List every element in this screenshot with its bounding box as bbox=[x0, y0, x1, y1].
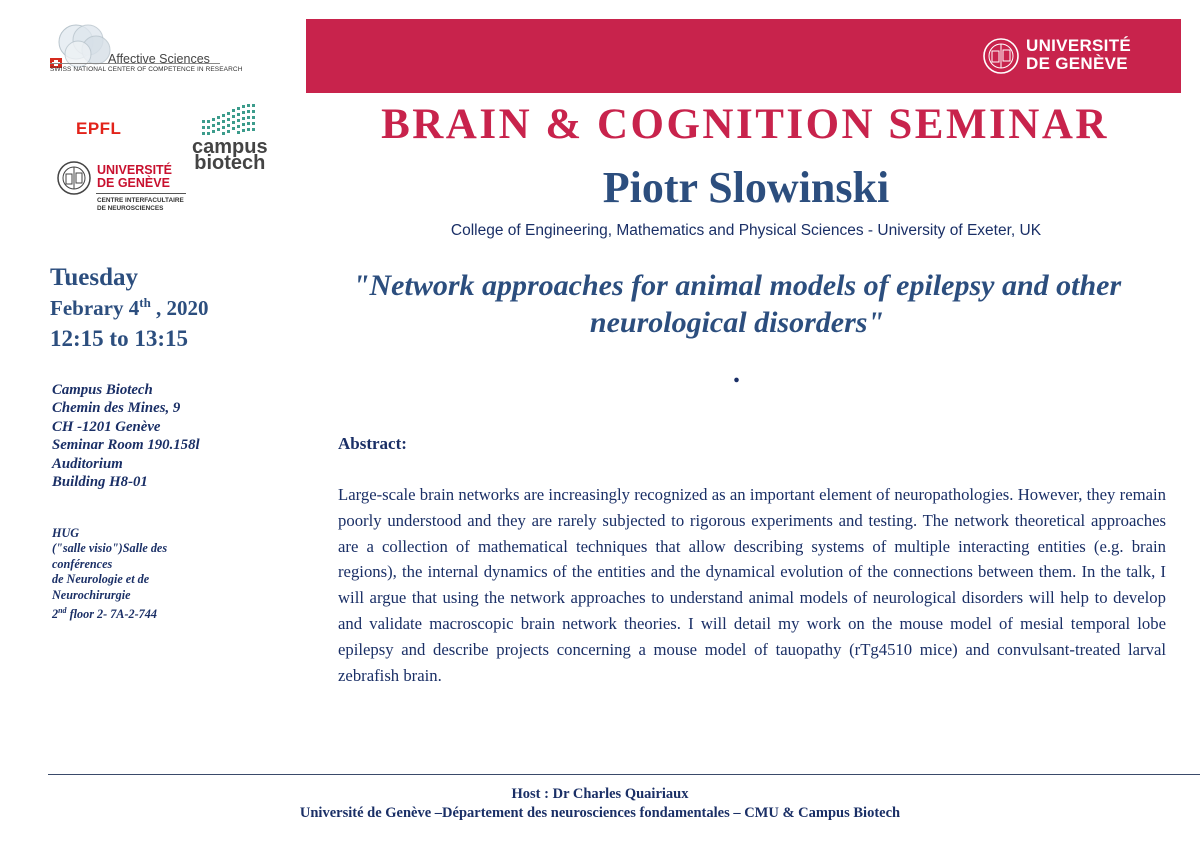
epfl-logo: EPFL bbox=[76, 119, 122, 138]
affective-sciences-name: Affective Sciences bbox=[108, 52, 210, 66]
campus-biotech-line1: campus bbox=[192, 136, 268, 158]
unige-small-name bbox=[97, 164, 172, 190]
unige-banner-name bbox=[1026, 37, 1131, 73]
unige-small-divider bbox=[96, 193, 186, 194]
location-line: Chemin des Mines, 9 bbox=[52, 400, 181, 417]
hug-floor-ordinal: nd bbox=[58, 606, 67, 616]
location-line: Campus Biotech bbox=[52, 382, 153, 398]
unige-small-line1: UNIVERSITÉ bbox=[97, 163, 173, 177]
affective-divider bbox=[50, 63, 220, 64]
unige-seal-small-icon bbox=[56, 160, 92, 201]
hug-line: de Neurologie et de bbox=[52, 572, 150, 587]
hug-floor-rest: floor 2- 7A-2-744 bbox=[66, 607, 157, 622]
seminar-title: BRAIN & COGNITION SEMINAR bbox=[381, 101, 1109, 148]
talk-bullet: . bbox=[733, 358, 740, 389]
affective-sciences-subtitle: SWISS NATIONAL CENTER OF COMPETENCE IN RESEARCH bbox=[50, 66, 243, 73]
abstract-heading: Abstract: bbox=[338, 434, 407, 453]
hug-line: Neurochirurgie bbox=[52, 587, 131, 602]
hug-line: conférences bbox=[52, 556, 113, 571]
seminar-date bbox=[50, 295, 209, 321]
department-line: Université de Genève –Département des neurosciences fondamentales – CMU & Campus Biotech bbox=[299, 805, 901, 821]
hug-floor-line bbox=[52, 603, 217, 622]
speaker-affiliation: College of Engineering, Mathematics and Physical Sciences - University of Exeter, UK bbox=[450, 222, 1042, 239]
unige-banner-line2: DE GENÈVE bbox=[1026, 54, 1128, 73]
unige-small-sub-line1: CENTRE INTERFACULTAIRE bbox=[97, 197, 184, 204]
unige-small-subtitle bbox=[97, 197, 184, 213]
location-line: CH -1201 Genève bbox=[52, 418, 161, 435]
date-year: , 2020 bbox=[150, 296, 209, 320]
hug-line: HUG bbox=[52, 526, 80, 540]
date-prefix: Febrary 4 bbox=[50, 296, 140, 320]
hug-line: ("salle visio")Salle des bbox=[52, 541, 168, 556]
campus-biotech-logo-text bbox=[192, 136, 268, 174]
seminar-time: 12:15 to 13:15 bbox=[50, 326, 188, 351]
footer-divider bbox=[48, 774, 1200, 775]
location-line: Seminar Room 190.158l bbox=[52, 437, 200, 454]
unige-small-line2: DE GENÈVE bbox=[97, 176, 170, 190]
location-line: Building H8-01 bbox=[52, 474, 148, 491]
location-block bbox=[52, 381, 200, 491]
hug-location-block bbox=[52, 526, 217, 623]
unige-small-sub-line2: DE NEUROSCIENCES bbox=[97, 205, 164, 212]
campus-biotech-line2: biotech bbox=[194, 152, 266, 174]
seminar-day: Tuesday bbox=[50, 264, 139, 291]
unige-banner-line1: UNIVERSITÉ bbox=[1026, 36, 1132, 55]
hug-floor-number: 2 bbox=[52, 607, 59, 622]
location-line: Auditorium bbox=[52, 455, 123, 472]
unige-seal-icon bbox=[982, 37, 1020, 80]
talk-title: "Network approaches for animal models of epilepsy and other neurological disorders" bbox=[352, 269, 1122, 339]
date-suffix-ordinal: th bbox=[139, 295, 151, 310]
speaker-name: Piotr Slowinski bbox=[602, 163, 890, 212]
host-line: Host : Dr Charles Quairiaux bbox=[511, 786, 689, 802]
abstract-body: Large-scale brain networks are increasingly recognized as an important element of neuropathologies. However, they remain poorly understood and they are rarely subjected to rigorous experiments and testing. The network theoretical approaches are a collection of mathematical techniques that allow describing systems of multiple interacting entities (e.g. brain regions), the internal dynamics of the entities and the dynamical evolution of the connections between them. In the talk, I will argue that using the network approaches to understand animal models of neurological disorders will help to develop and validate macroscopic brain network theories. I will detail my work on the mouse model of mesial temporal lobe epilepsy and describe projects concerning a mouse model of tauopathy (rTg4510 mice) and convulsant-treated larval zebrafish brain. bbox=[338, 485, 1166, 685]
